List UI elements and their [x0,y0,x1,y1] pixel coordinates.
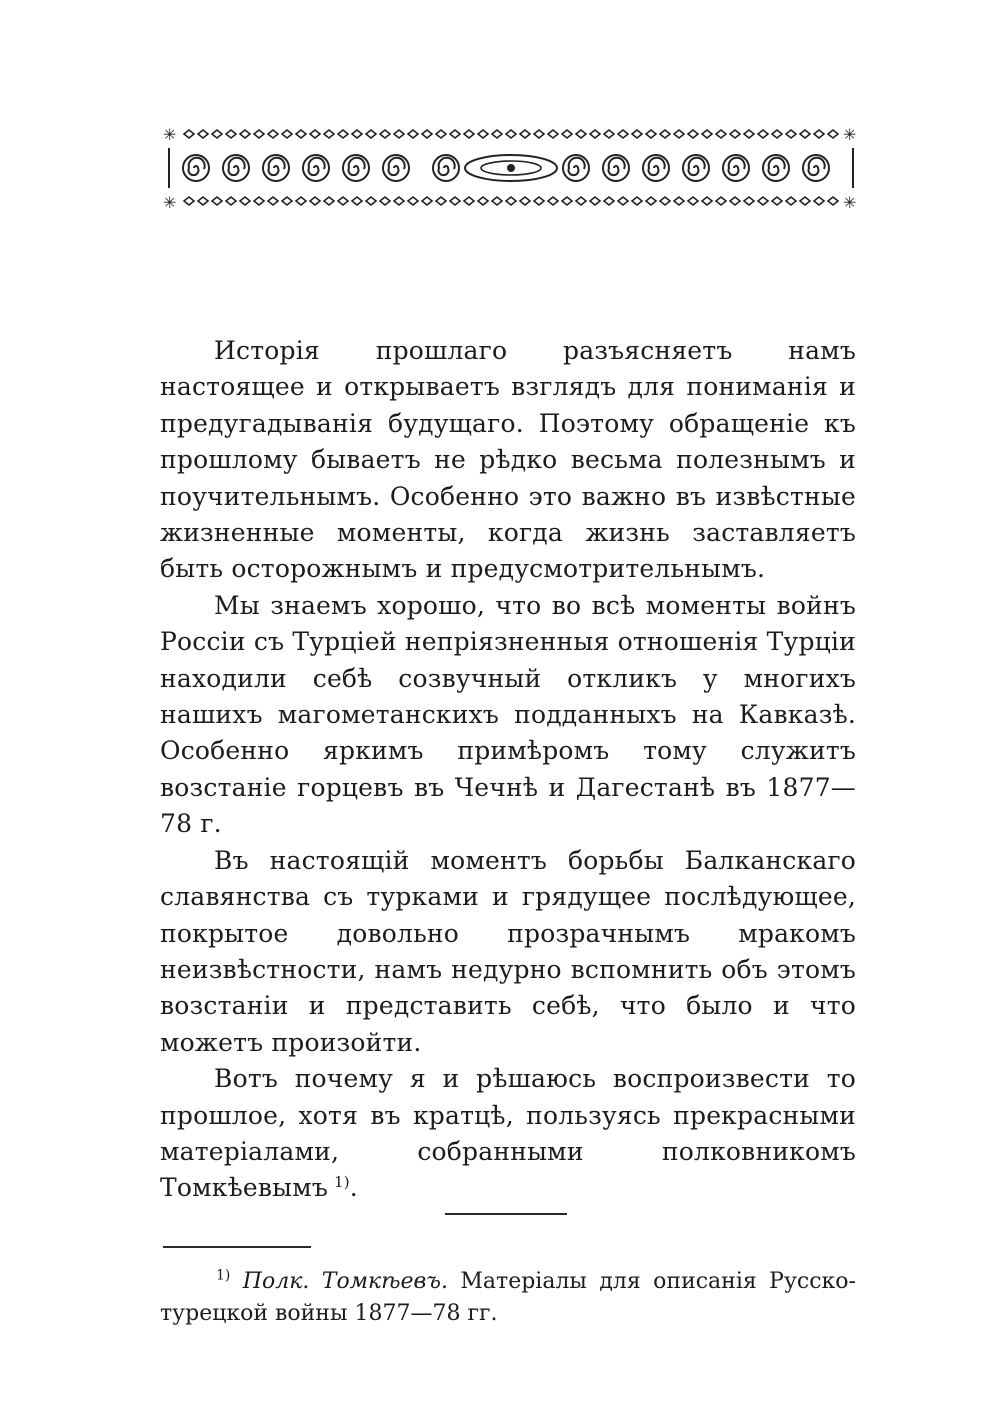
section-end-rule [445,1213,567,1215]
paragraph-4-text: Вотъ почему я и рѣшаюсь воспроизвести то прошлое, хотя въ кратцѣ, пользуясь прекрасными матеріалами, собранными полковникомъ Томкѣевымъ [160,1064,856,1203]
body-text [160,333,856,1207]
svg-text:✳: ✳ [843,126,857,144]
header-ornament [163,126,859,210]
svg-text:✳: ✳ [843,193,857,210]
footnote-mark: 1) [216,1267,231,1284]
svg-text:✳: ✳ [163,126,177,144]
paragraph-4: Вотъ почему я и рѣшаюсь воспроизвести то прошлое, хотя въ кратцѣ, пользуясь прекрасными матеріалами, собранными полковникомъ Томкѣевымъ $^{1)}$. [160,1064,856,1203]
footnote-reference[interactable]: 1) [334,1173,350,1192]
paragraph-1: Исторія прошлаго разъясняетъ намъ настоящее и открываетъ взглядъ для пониманія и предугадыванія будущаго. Поэтому обращеніе къ прошлому бываетъ не рѣдко весьма полезнымъ и поучительнымъ. Особенно это важно въ извѣстные жизненные моменты, когда жизнь заставляетъ быть осторожнымъ и предусмотрительнымъ. [160,336,856,584]
paragraph-3: Въ настоящій моментъ борьбы Балканскаго славянства съ турками и грядущее послѣдующее, покрытое довольно прозрачнымъ мракомъ неизвѣстности, намъ недурно вспомнить объ этомъ возстаніи и представить себѣ, что было и что можетъ произойти. [160,845,856,1057]
footnote-author: Полк. Томкѣевъ. [242,1269,448,1294]
footnote [160,1266,856,1330]
footnote-text: Матеріалы для описанія Русско-турецкой войны 1877—78 гг. [160,1269,856,1326]
footnote-separator [163,1246,311,1248]
svg-text:✳: ✳ [163,193,177,210]
paragraph-2: Мы знаемъ хорошо, что во всѣ моменты войнъ Россіи съ Турціей непріязненныя отношенія Турціи находили себѣ созвучный откликъ у многихъ нашихъ магометанскихъ подданныхъ на Кавказѣ. Особенно яркимъ примѣромъ тому служитъ возстаніе горцевъ въ Чечнѣ и Дагестанѣ въ 1877—78 г. [160,590,856,839]
